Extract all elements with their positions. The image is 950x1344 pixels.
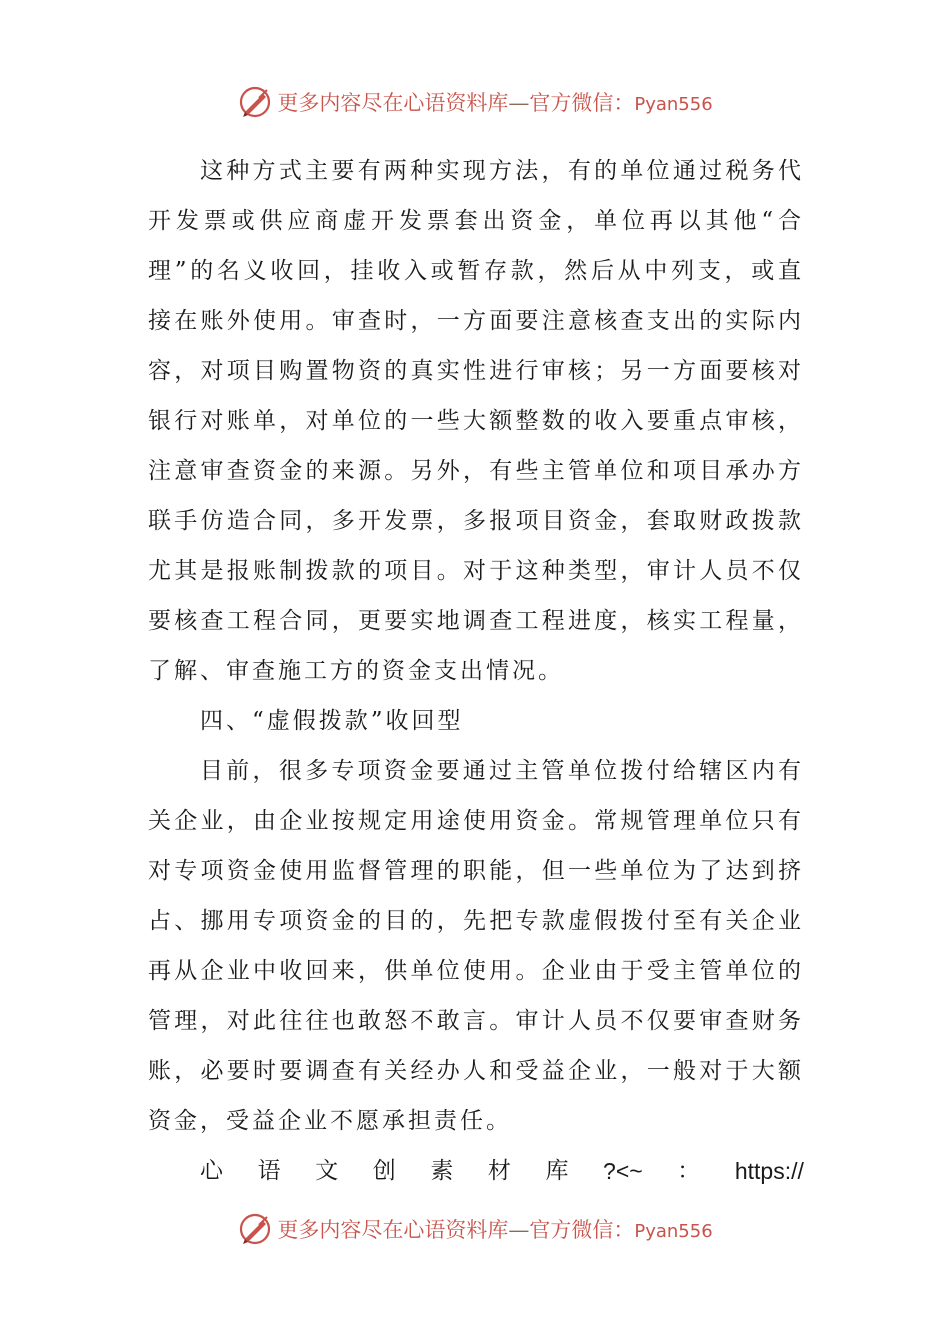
- footer-source-line: [148, 1146, 804, 1196]
- footer-char: 语: [257, 1158, 281, 1184]
- section-heading: 四、“虚假拨款”收回型: [200, 708, 464, 734]
- footer-char: 库: [545, 1158, 569, 1184]
- text-line: 注意审查资金的来源。另外，有些主管单位和项目承办方: [148, 458, 804, 484]
- text-line: 资金，受益企业不愿承担责任。: [148, 1108, 512, 1134]
- text-line: 容，对项目购置物资的真实性进行审核；另一方面要核对: [148, 358, 804, 384]
- footer-banner: [0, 1211, 950, 1247]
- footer-char: 材: [487, 1158, 511, 1184]
- text-line: 接在账外使用。审查时，一方面要注意核查支出的实际内: [148, 308, 804, 334]
- document-body: [148, 146, 804, 1196]
- footer-colon: ：: [677, 1158, 701, 1184]
- text-line: 尤其是报账制拨款的项目。对于这种类型，审计人员不仅: [148, 558, 804, 584]
- footer-char: 文: [315, 1158, 339, 1184]
- text-line: 银行对账单，对单位的一些大额整数的收入要重点审核，: [148, 408, 804, 434]
- banner-text: 更多内容尽在心语资料库—官方微信：Pyan556: [277, 91, 713, 115]
- pen-logo-icon: [237, 84, 273, 120]
- footer-char: 创: [372, 1158, 396, 1184]
- footer-char: 心: [200, 1158, 223, 1184]
- header-banner: [0, 84, 950, 120]
- text-line: 关企业，由企业按规定用途使用资金。常规管理单位只有: [148, 808, 804, 834]
- text-line: 目前，很多专项资金要通过主管单位拨付给辖区内有: [200, 758, 804, 784]
- text-line: 要核查工程合同，更要实地调查工程进度，核实工程量，: [148, 608, 804, 634]
- text-line: 再从企业中收回来，供单位使用。企业由于受主管单位的: [148, 958, 804, 984]
- text-line: 账，必要时要调查有关经办人和受益企业，一般对于大额: [148, 1058, 804, 1084]
- text-line: 了解、审查施工方的资金支出情况。: [148, 658, 564, 684]
- text-line: 开发票或供应商虚开发票套出资金，单位再以其他“合: [148, 208, 804, 234]
- pen-logo-icon: [237, 1211, 273, 1247]
- text-line: 管理，对此往往也敢怒不敢言。审计人员不仅要审查财务: [148, 1008, 804, 1034]
- footer-symbols: ?<~: [603, 1158, 643, 1184]
- banner-text: 更多内容尽在心语资料库—官方微信：Pyan556: [277, 1218, 713, 1242]
- footer-char: 素: [430, 1158, 454, 1184]
- text-line: 联手仿造合同，多开发票，多报项目资金，套取财政拨款: [148, 508, 804, 534]
- text-line: 占、挪用专项资金的目的，先把专款虚假拨付至有关企业: [148, 908, 804, 934]
- text-line: 对专项资金使用监督管理的职能，但一些单位为了达到挤: [148, 858, 804, 884]
- text-line: 理”的名义收回，挂收入或暂存款，然后从中列支，或直: [148, 258, 804, 284]
- footer-url[interactable]: https://: [734, 1158, 804, 1184]
- text-line: 这种方式主要有两种实现方法，有的单位通过税务代: [200, 158, 804, 184]
